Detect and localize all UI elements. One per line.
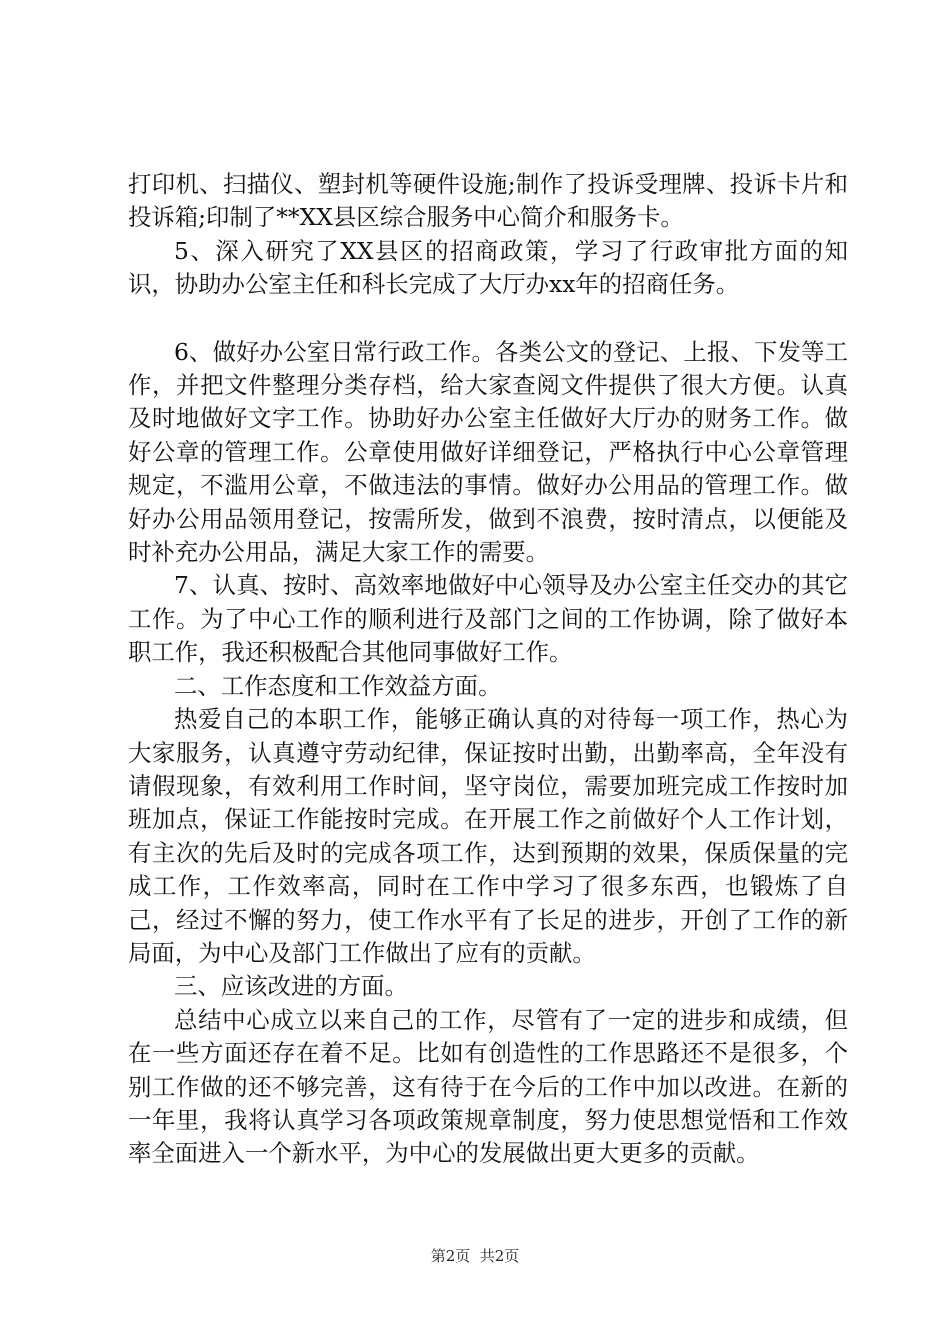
- paragraph-item-5: 5、深入研究了XX县区的招商政策，学习了行政审批方面的知识，协助办公室主任和科长完成了大厅办xx年的招商任务。: [128, 236, 848, 299]
- page-footer: 第2页 共2页: [430, 1247, 520, 1265]
- section-heading-2: 二、工作态度和工作效益方面。: [174, 671, 502, 700]
- paragraph-item-6: 6、做好办公室日常行政工作。各类公文的登记、上报、下发等工作，并把文件整理分类存档，给大家查阅文件提供了很大方便。认真及时地做好文字工作。协助好办公室主任做好大厅办的财务工作。做好公章的管理工作。公章使用做好详细登记，严格执行中心公章管理规定，不滥用公章，不做违法的事情。做好办公用品的管理工作。做好办公用品领用登记，按需所发，做到不浪费，按时清点，以便能及时补充办公用品，满足大家工作的需要。: [128, 337, 848, 567]
- document-body: [128, 168, 848, 1171]
- paragraph-improvements: 总结中心成立以来自己的工作，尽管有了一定的进步和成绩，但在一些方面还存在着不足。比如有创造性的工作思路还不是很多，个别工作做的还不够完善，这有待于在今后的工作中加以改进。在新的一年里，我将认真学习各项政策规章制度，努力使思想觉悟和工作效率全面进入一个新水平，为中心的发展做出更大更多的贡献。: [128, 1005, 848, 1168]
- paragraph-item-7: 7、认真、按时、高效率地做好中心领导及办公室主任交办的其它工作。为了中心工作的顺利进行及部门之间的工作协调，除了做好本职工作，我还积极配合其他同事做好工作。: [128, 571, 848, 667]
- paragraph-work-attitude: 热爱自己的本职工作，能够正确认真的对待每一项工作，热心为大家服务，认真遵守劳动纪律，保证按时出勤，出勤率高，全年没有请假现象，有效利用工作时间，坚守岗位，需要加班完成工作按时加班加点，保证工作能按时完成。在开展工作之前做好个人工作计划，有主次的先后及时的完成各项工作，达到预期的效果，保质保量的完成工作，工作效率高，同时在工作中学习了很多东西，也锻炼了自己，经过不懈的努力，使工作水平有了长足的进步，开创了工作的新局面，为中心及部门工作做出了应有的贡献。: [128, 705, 848, 967]
- section-heading-3: 三、应该改进的方面。: [174, 972, 408, 1001]
- paragraph-continuation: 打印机、扫描仪、塑封机等硬件设施;制作了投诉受理牌、投诉卡片和投诉箱;印制了**XX县区综合服务中心简介和服务卡。: [128, 170, 848, 232]
